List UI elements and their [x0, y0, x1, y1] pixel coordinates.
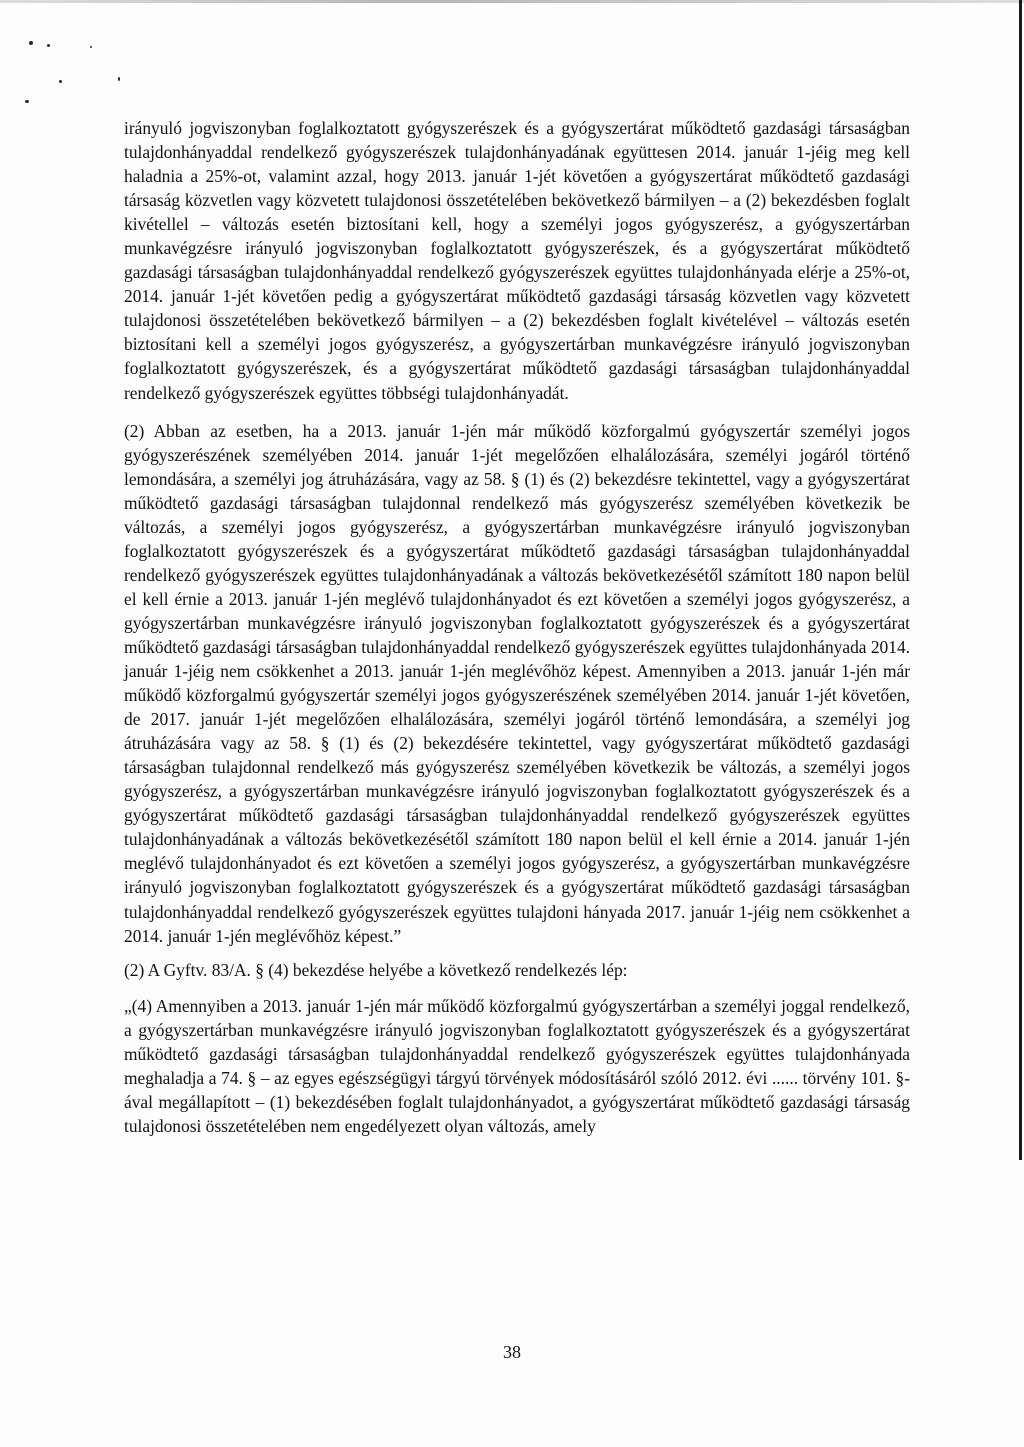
paragraph-subsection-2: (2) Abban az esetben, ha a 2013. január 1-jén már működő közforgalmú gyógyszertár személyi jogos gyógyszerészének személyében 2014. január 1-jét megelőzően elhalálozására, személyi jogáról történő lemondására, a személyi jog átruházására, vagy az 58. § (1) és (2) bekezdésre tekintettel, vagy a gyógyszertárat működtető gazdasági társaságban tulajdonnal rendelkező más gyógyszerész személyében következik be változás, a személyi jogos gyógyszerész, a gyógyszertárban munkavégzésre irányuló jogviszonyban foglalkoztatott gyógyszerészek és a gyógyszertárat működtető gazdasági társaságban tulajdonhányaddal rendelkező gyógyszerészek együttes tulajdonhányadának a változás bekövetkezésétől számított 180 napon belül el kell érnie a 2013. január 1-jén meglévő tulajdonhányadot és ezt követően a személyi jogos gyógyszerész, a gyógyszertárban munkavégzésre irányuló jogviszonyban foglalkoztatott gyógyszerészek és a gyógyszertárat működtető gazdasági társaságban tulajdonhányaddal rendelkező gyógyszerészek együttes tulajdonhányada 2014. január 1-jéig nem csökkenhet a 2013. január 1-jén meglévőhöz képest. Amennyiben a 2013. január 1-jén már működő közforgalmú gyógyszertár személyi jogos gyógyszerészének személyében 2014. január 1-jét követően, de 2017. január 1-jét megelőzően elhalálozására, személyi jogáról történő lemondására, a személyi jog átruházására vagy az 58. § (1) és (2) bekezdésére tekintettel, vagy gyógyszertárat működtető gazdasági társaságban tulajdonnal rendelkező más gyógyszerész személyében következik be változás, a személyi jogos gyógyszerész, a gyógyszertárban munkavégzésre irányuló jogviszonyban foglalkoztatott gyógyszerészek és a gyógyszertárat működtető gazdasági társaságban tulajdonhányaddal rendelkező gyógyszerészek együttes tulajdonhányadának a változás bekövetkezésétől számított 180 napon belül el kell érnie a 2014. január 1-jén meglévő tulajdonhányadot és ezt követően a személyi jogos gyógyszerész, a gyógyszertárban munkavégzésre irányuló jogviszonyban foglalkoztatott gyógyszerészek és a gyógyszertárat működtető gazdasági társaságban tulajdonhányaddal rendelkező gyógyszerészek együttes tulajdoni hányada 2017. január 1-jéig nem csökkenhet a 2014. január 1-jén meglévőhöz képest.”: [124, 420, 910, 946]
scan-speck: [29, 41, 33, 45]
page-number: 38: [503, 1342, 521, 1362]
paragraph-continuation: irányuló jogviszonyban foglalkoztatott gyógyszerészek és a gyógyszertárat működtető gazdasági társaságban tulajdonhányaddal rendelkező gyógyszerészek tulajdonhányadának együttesen 2014. január 1-jéig meg kell haladnia a 25%-ot, valamint azzal, hogy 2013. január 1-jét követően a gyógyszertárat működtető gazdasági társaság közvetlen vagy közvetett tulajdonosi összetételében bekövetkező bármilyen – a (2) bekezdésben foglalt kivétellel – változás esetén biztosítani kell, hogy a személyi jogos gyógyszerész, a gyógyszertárban munkavégzésre irányuló jogviszonyban foglalkoztatott gyógyszerészek, és a gyógyszertárat működtető gazdasági társaságban tulajdonhányaddal rendelkező gyógyszerészek együttes tulajdonhányada elérje a 25%-ot, 2014. január 1-jét követően pedig a gyógyszertárat működtető gazdasági társaság közvetlen vagy közvetett tulajdonosi összetételében bekövetkező bármilyen – a (2) bekezdésben foglalt kivételével – változás esetén biztosítani kell a személyi jogos gyógyszerész, a gyógyszertárban munkavégzésre irányuló jogviszonyban foglalkoztatott gyógyszerészek, és a gyógyszertárat működtető gazdasági társaságban tulajdonhányaddal rendelkező gyógyszerészek együttes többségi tulajdonhányadát.: [124, 118, 910, 403]
paragraph-amendment-text: „(4) Amennyiben a 2013. január 1-jén már működő közforgalmú gyógyszertárban a személyi joggal rendelkező, a gyógyszertárban munkavégzésre irányuló jogviszonyban foglalkoztatott gyógyszerészek és a gyógyszertárat működtető gazdasági társaságban tulajdonhányaddal rendelkező gyógyszerészek együttes tulajdonhányada meghaladja a 74. § – az egyes egészségügyi tárgyú törvények módosításáról szóló 2012. évi ...... törvény 101. §-ával megállapított – (1) bekezdésében foglalt tulajdonhányadot, a gyógyszertárat működtető gazdasági társaság tulajdonosi összetételében nem engedélyezett olyan változás, amely: [124, 995, 910, 1136]
paragraph-amendment-intro: (2) A Gyftv. 83/A. § (4) bekezdése helyébe a következő rendelkezés lép:: [124, 959, 628, 980]
scan-speck: [90, 46, 92, 48]
scan-right-edge: [1019, 0, 1022, 1160]
scan-speck: [118, 77, 120, 81]
scan-top-edge: [0, 0, 1024, 3]
scan-speck: [47, 44, 50, 47]
scan-speck: [25, 100, 29, 103]
scan-speck: [59, 80, 62, 83]
document-body: [124, 116, 910, 1138]
